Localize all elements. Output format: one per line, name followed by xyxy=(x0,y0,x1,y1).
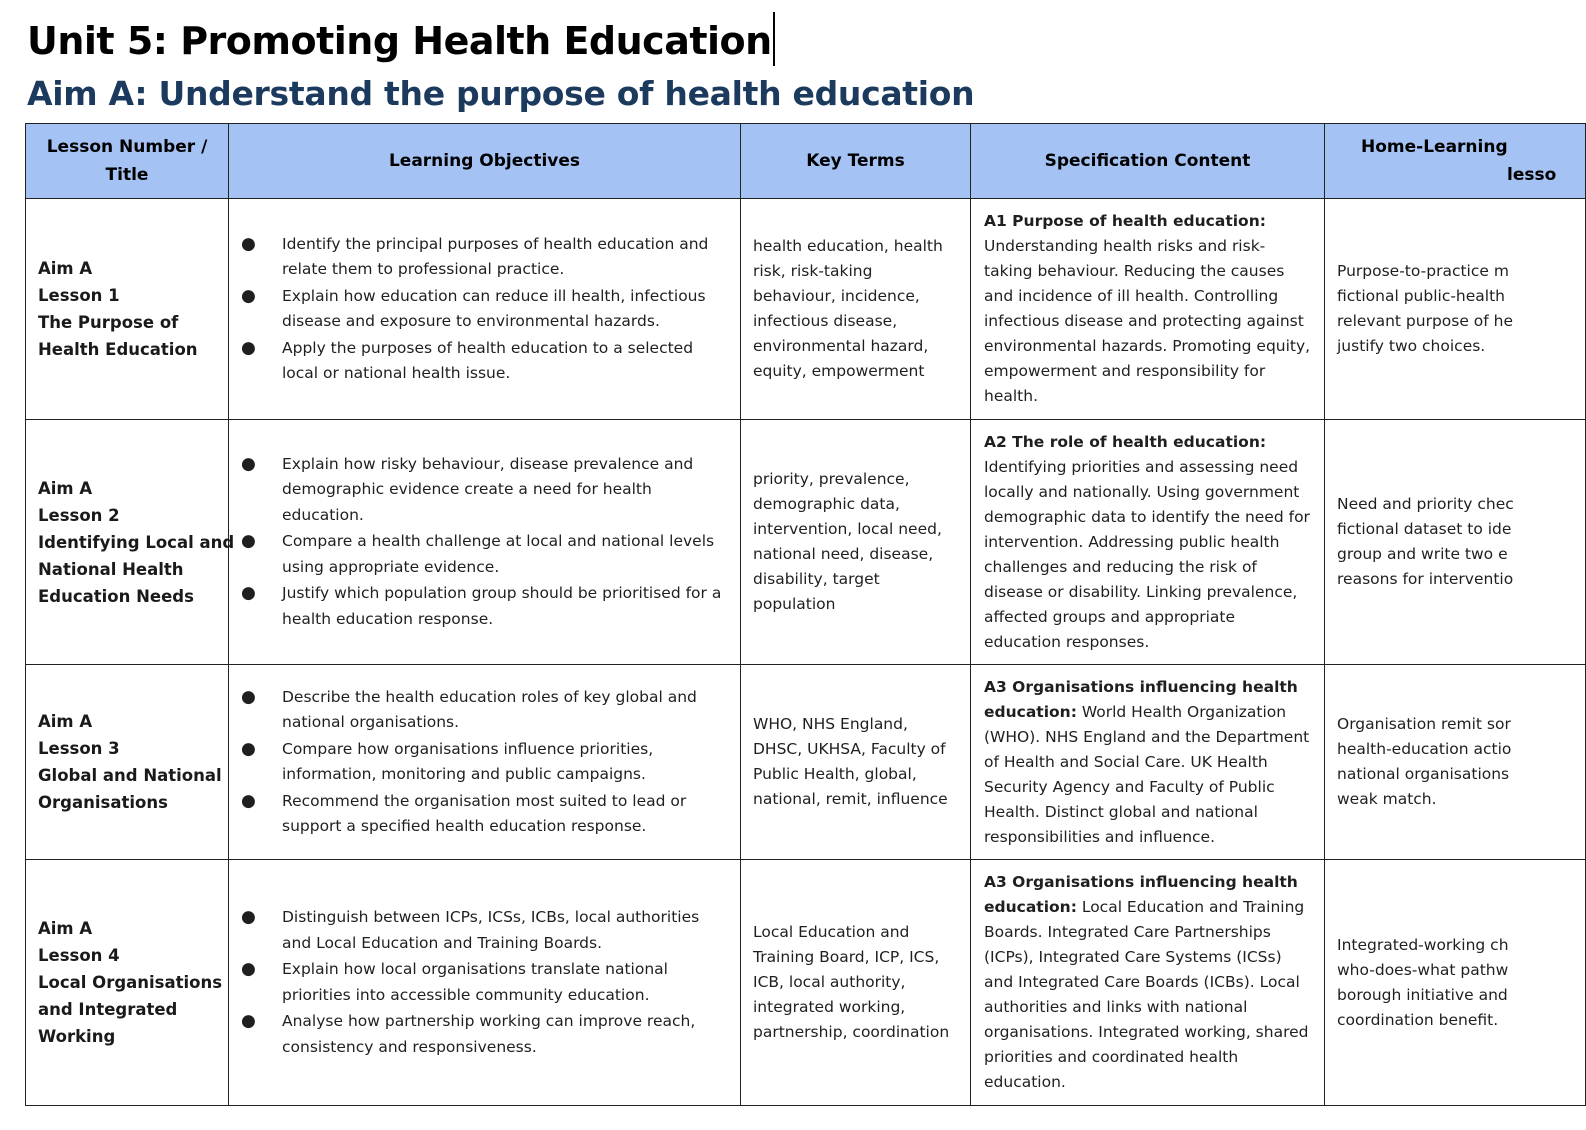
bullet-icon: ● xyxy=(241,738,256,759)
home-line: Need and priority chec xyxy=(1337,495,1514,513)
spec-heading: A3 Organisations influencing health education: xyxy=(984,873,1298,916)
home-line: relevant purpose of he xyxy=(1337,312,1514,330)
lesson-line: Global and National xyxy=(38,766,222,785)
objective-item xyxy=(241,232,730,283)
table-row xyxy=(26,665,1586,860)
table-row xyxy=(26,860,1586,1106)
home-line: fictional public-health xyxy=(1337,287,1506,305)
spec-content-cell[interactable] xyxy=(971,860,1325,1106)
home-line: Organisation remit sor xyxy=(1337,715,1511,733)
bullet-icon: ● xyxy=(241,337,256,358)
header-home-learning[interactable] xyxy=(1325,124,1586,199)
home-learning-cell[interactable] xyxy=(1325,860,1586,1106)
objective-item xyxy=(241,957,730,1008)
bullet-icon: ● xyxy=(241,790,256,811)
header-spec-content[interactable]: Specification Content xyxy=(971,124,1325,199)
home-line: reasons for interventio xyxy=(1337,570,1514,588)
spec-body: World Health Organization (WHO). NHS England and the Department of Health and Social Care. UK Health Security Agency and Faculty of Public Health. Distinct global and national responsibilities and influence. xyxy=(984,702,1310,846)
spec-heading: A2 The role of health education: xyxy=(984,432,1267,451)
objective-text: Recommend the organisation most suited to lead or support a specified health education response. xyxy=(282,791,687,835)
objective-item xyxy=(241,685,730,736)
lesson-line: Aim A xyxy=(38,259,93,278)
objectives-cell[interactable] xyxy=(229,860,741,1106)
objective-text: Analyse how partnership working can improve reach, consistency and responsiveness. xyxy=(282,1012,696,1056)
objective-text: Distinguish between ICPs, ICSs, ICBs, local authorities and Local Education and Training Boards. xyxy=(282,908,700,952)
home-line: fictional dataset to ide xyxy=(1337,520,1512,538)
objective-item xyxy=(241,336,730,387)
lesson-cell[interactable] xyxy=(26,860,229,1106)
objective-text: Compare a health challenge at local and national levels using appropriate evidence. xyxy=(282,532,715,576)
lesson-cell[interactable] xyxy=(26,199,229,420)
objectives-list xyxy=(241,232,730,387)
lesson-line: National Health xyxy=(38,559,184,579)
home-learning-cell[interactable] xyxy=(1325,420,1586,665)
bullet-icon: ● xyxy=(241,959,256,979)
document-title[interactable] xyxy=(27,12,775,67)
bullet-icon: ● xyxy=(241,583,256,604)
home-line: who-does-what pathw xyxy=(1337,960,1509,979)
lesson-cell[interactable] xyxy=(26,420,235,665)
objective-item xyxy=(241,284,730,335)
objective-item xyxy=(241,529,730,580)
lesson-line: Lesson 4 xyxy=(38,946,120,965)
objectives-list xyxy=(241,905,730,1060)
spec-content-cell[interactable] xyxy=(971,420,1325,665)
objective-text: Apply the purposes of health education to a selected local or national health issue. xyxy=(282,338,694,382)
table-row xyxy=(26,199,1586,420)
lesson-line: Aim A xyxy=(38,478,93,498)
spec-content-cell[interactable] xyxy=(971,199,1325,420)
home-line: justify two choices. xyxy=(1337,337,1486,355)
home-line: health-education actio xyxy=(1337,740,1512,758)
objective-text: Compare how organisations influence priorities, information, monitoring and public campaigns. xyxy=(282,739,654,783)
objective-item xyxy=(241,789,730,840)
table-row xyxy=(26,420,1586,665)
bullet-icon: ● xyxy=(241,233,256,254)
text-cursor xyxy=(773,12,775,66)
header-lesson-line: Lesson Number / xyxy=(46,137,208,157)
lesson-line: The Purpose of xyxy=(38,313,179,332)
spec-heading: A3 Organisations influencing health education: xyxy=(984,677,1298,721)
key-terms-cell[interactable]: health education, health risk, risk-taking behaviour, incidence, infectious disease, environmental hazard, equity, empowerment xyxy=(741,199,971,420)
header-key-terms[interactable]: Key Terms xyxy=(741,124,971,199)
objective-text: Explain how education can reduce ill health, infectious disease and exposure to environmental hazards. xyxy=(282,286,706,330)
objectives-cell[interactable] xyxy=(229,665,741,860)
lesson-plan-table xyxy=(25,123,1586,1106)
spec-body: Identifying priorities and assessing need locally and nationally. Using government demographic data to identify the need for intervention. Addressing public health challenges and reducing the risk of disease or disability. Linking prevalence, affected groups and appropriate education responses. xyxy=(984,457,1310,651)
spec-body: Local Education and Training Boards. Integrated Care Partnerships (ICPs), Integrated Care Systems (ICSs) and Integrated Care Boards (ICBs). Local authorities and links with national organisations. Integrated working, shared priorities and coordinated health education. xyxy=(984,898,1309,1091)
header-lesson-line: Title xyxy=(105,165,149,185)
key-terms-cell[interactable]: Local Education and Training Board, ICP, ICS, ICB, local authority, integrated working, partnership, coordination xyxy=(741,860,971,1106)
lesson-line: Organisations xyxy=(38,793,168,812)
lesson-line: and Integrated xyxy=(38,1000,178,1019)
key-terms-cell[interactable]: priority, prevalence, demographic data, intervention, local need, national need, disease, disability, target population xyxy=(741,420,971,665)
lesson-line: Aim A xyxy=(38,712,93,731)
home-learning-cell[interactable] xyxy=(1325,665,1586,860)
bullet-icon: ● xyxy=(241,285,256,306)
lesson-line: Aim A xyxy=(38,919,93,938)
bullet-icon: ● xyxy=(241,1011,256,1031)
objective-item xyxy=(241,737,730,788)
home-line: coordination benefit. xyxy=(1337,1010,1499,1029)
home-line: weak match. xyxy=(1337,790,1437,808)
lesson-line: Health Education xyxy=(38,340,198,359)
document-subtitle[interactable]: Aim A: Understand the purpose of health education xyxy=(27,74,975,113)
document-title-text: Unit 5: Promoting Health Education xyxy=(27,19,772,63)
home-line: Purpose-to-practice m xyxy=(1337,262,1509,280)
lesson-line: Education Needs xyxy=(38,586,194,606)
objectives-list xyxy=(241,685,730,840)
lesson-line: Working xyxy=(38,1027,116,1046)
header-lesson[interactable] xyxy=(26,124,229,199)
objective-item xyxy=(241,581,730,632)
header-home-line: lesso xyxy=(1507,165,1557,185)
objective-text: Justify which population group should be prioritised for a health education response. xyxy=(282,584,722,628)
lesson-line: Local Organisations xyxy=(38,973,223,992)
home-line: national organisations xyxy=(1337,765,1510,783)
home-line: group and write two e xyxy=(1337,545,1508,563)
lesson-line: Lesson 2 xyxy=(38,505,120,525)
home-line: borough initiative and xyxy=(1337,985,1508,1004)
objective-item xyxy=(241,905,730,956)
spec-heading: A1 Purpose of health education: xyxy=(984,212,1266,230)
home-learning-cell[interactable] xyxy=(1325,199,1586,420)
bullet-icon: ● xyxy=(241,453,256,474)
header-home-line: Home-Learning xyxy=(1361,137,1508,157)
objectives-cell[interactable] xyxy=(229,420,741,665)
objective-item xyxy=(241,1009,730,1060)
objectives-list xyxy=(241,452,730,633)
bullet-icon: ● xyxy=(241,907,256,927)
lesson-line: Lesson 3 xyxy=(38,739,120,758)
lesson-cell[interactable] xyxy=(26,665,229,860)
bullet-icon: ● xyxy=(241,686,256,707)
objective-text: Explain how risky behaviour, disease prevalence and demographic evidence create a need for health education. xyxy=(282,454,694,524)
table-header-row xyxy=(26,124,1586,199)
home-line: Integrated-working ch xyxy=(1337,935,1509,954)
spec-body: Understanding health risks and risk-taking behaviour. Reducing the causes and incidence of ill health. Controlling infectious disease and protecting against environmental hazards. Promoting equity, empowerment and responsibility for health. xyxy=(984,237,1311,405)
objective-text: Identify the principal purposes of health education and relate them to professional practice. xyxy=(282,234,709,278)
lesson-line: Lesson 1 xyxy=(38,286,120,305)
header-objectives[interactable]: Learning Objectives xyxy=(229,124,741,199)
lesson-line: Identifying Local and xyxy=(38,532,235,552)
key-terms-cell[interactable]: WHO, NHS England, DHSC, UKHSA, Faculty of Public Health, global, national, remit, influence xyxy=(741,665,971,860)
objective-item xyxy=(241,452,730,529)
objectives-cell[interactable] xyxy=(229,199,741,420)
objective-text: Describe the health education roles of key global and national organisations. xyxy=(282,687,697,731)
spec-content-cell[interactable] xyxy=(971,665,1325,860)
bullet-icon: ● xyxy=(241,531,256,552)
objective-text: Explain how local organisations translate national priorities into accessible community education. xyxy=(282,960,668,1004)
